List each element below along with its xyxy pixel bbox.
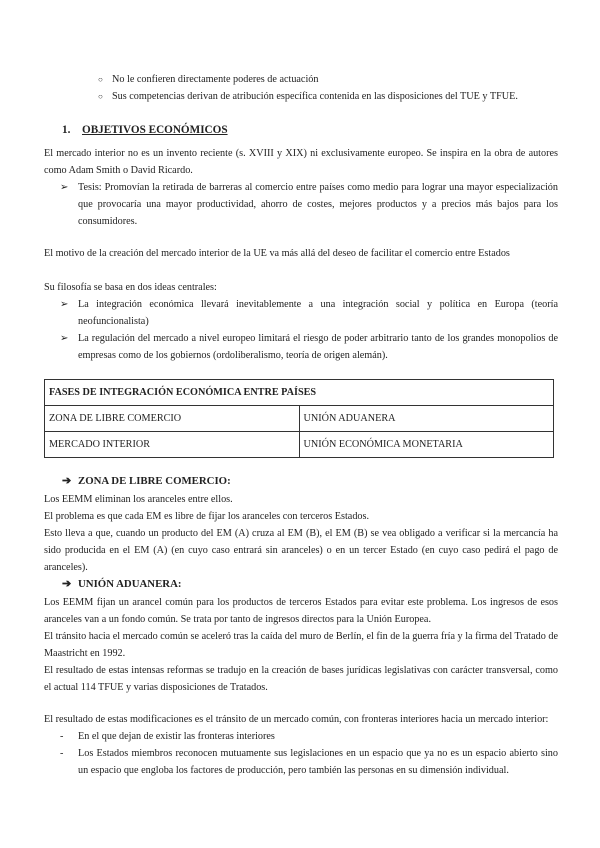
paragraph: Su filosofía se basa en dos ideas centrales: xyxy=(44,282,217,293)
arrowhead-bullet-icon: ➢ xyxy=(60,299,69,310)
list-item: - Los Estados miembros reconocen mutuamente sus legislaciones en un espacio que ya no es un espacio abierto sino un espacio que engloba los factores de producción, pero también las personas en su dimensión individual. xyxy=(60,745,558,779)
dash-bullet-icon: - xyxy=(60,731,64,742)
table-row xyxy=(45,432,554,458)
intro-list xyxy=(98,71,558,105)
subsection-heading: ➔ ZONA DE LIBRE COMERCIO: xyxy=(62,473,576,490)
union-paragraphs: Los EEMM fijan un arancel común para los productos de terceros Estados para evitar este problema. Los ingresos de esos aranceles van a un fondo común. Se trata por tanto de ingresos directos para la Unión Europea. El tránsito hacia el mercado común se aceleró tras la caída del muro de Berlín, el fin de la guerra fría y la firma del Tratado de Maastricht en 1992. El resultado de estas intensas reformas se tradujo en la creación de bases jurídicas legislativas con carácter transversal, como el actual 114 TFUE y varias disposiciones de Tratados. xyxy=(44,597,558,693)
ideas-list xyxy=(60,296,558,364)
table-row xyxy=(45,406,554,432)
phases-table xyxy=(44,379,554,458)
paragraph: El resultado de estas modificaciones es el tránsito de un mercado común, con fronteras interiores hacia un mercado interior: xyxy=(44,714,549,725)
dash-bullet-icon: - xyxy=(60,748,64,759)
list-item: ○ No le confieren directamente poderes de actuación xyxy=(98,71,558,88)
table-cell: MERCADO INTERIOR xyxy=(45,432,300,458)
table-cell: UNIÓN ADUANERA xyxy=(299,406,554,432)
list-item: - En el que dejan de existir las fronteras interiores xyxy=(60,728,558,745)
list-item: ➢ La integración económica llevará inevitablemente a una integración social y política en Europa (teoría neofuncionalista) xyxy=(60,296,558,330)
zona-paragraphs: Los EEMM eliminan los aranceles entre ellos. El problema es que cada EM es libre de fijar los aranceles con terceros Estados. Esto lleva a que, cuando un producto del EM (A) cruza al EM (B), el EM (B) se vea obligado a verificar si la mercancía ha sido producida en el EM (A) (en cuyo caso entrará sin aranceles) o en un tercer Estado (en cuyo caso pedirá el pago de aranceles). xyxy=(44,494,558,573)
subsection-heading: ➔ UNIÓN ADUANERA: xyxy=(62,576,576,593)
list-item: ○ Sus competencias derivan de atribución específica contenida en las disposiciones del TUE y TFUE. xyxy=(98,88,558,105)
circle-bullet-icon: ○ xyxy=(98,92,103,101)
section-heading: 1. OBJETIVOS ECONÓMICOS xyxy=(62,124,228,136)
paragraph: El mercado interior no es un invento reciente (s. XVIII y XIX) ni exclusivamente europeo. Se inspira en la obra de autores como Adam Smith o David Ricardo. xyxy=(44,148,558,176)
closing-list xyxy=(60,728,558,779)
table-cell: UNIÓN ECONÓMICA MONETARIA xyxy=(299,432,554,458)
arrowhead-bullet-icon: ➢ xyxy=(60,182,69,193)
circle-bullet-icon: ○ xyxy=(98,75,103,84)
arrow-right-icon: ➔ xyxy=(62,475,72,487)
arrowhead-bullet-icon: ➢ xyxy=(60,333,69,344)
paragraph: El motivo de la creación del mercado interior de la UE va más allá del deseo de facilitar el comercio entre Estados xyxy=(44,248,510,259)
thesis-item: ➢ Tesis: Promovían la retirada de barreras al comercio entre países como medio para lograr una mayor especialización que provocaría una mayor productividad, ahorro de costes, mejores productos y a precios más bajos para los consumidores. xyxy=(60,179,558,230)
table-header-row xyxy=(45,380,554,406)
table-header: FASES DE INTEGRACIÓN ECONÓMICA ENTRE PAÍSES xyxy=(45,380,554,406)
arrow-right-icon: ➔ xyxy=(62,578,72,590)
list-item: ➢ La regulación del mercado a nivel europeo limitará el riesgo de poder arbitrario tanto de los grandes monopolios de empresas como de los gobiernos (ordoliberalismo, teoría de origen alemán). xyxy=(60,330,558,364)
table-cell: ZONA DE LIBRE COMERCIO xyxy=(45,406,300,432)
